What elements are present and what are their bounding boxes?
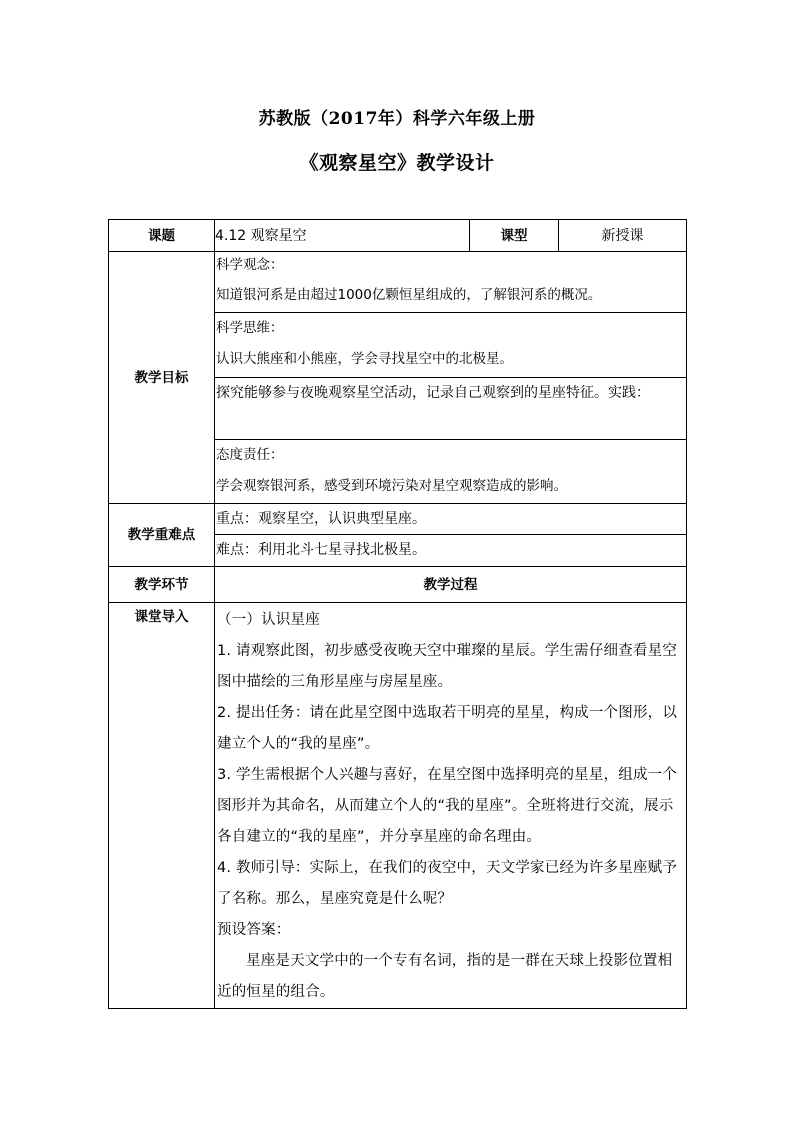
objective-heading: 科学思维： — [216, 320, 284, 336]
topic-row — [109, 220, 687, 252]
objective-text: 学会观察银河系，感受到环境污染对星空观察造成的影响。 — [216, 478, 567, 494]
objective-block — [215, 313, 686, 378]
section-title: （一）认识星座 — [217, 612, 320, 628]
objective-text: 知道银河系是由超过1000亿颗恒星组成的，了解银河系的概况。 — [216, 287, 602, 303]
intro-content — [215, 603, 687, 1009]
process-header-row — [109, 567, 687, 603]
answer-text: 星座是天文学中的一个专有名词，指的是一群在天球上投影位置相近的恒星的组合。 — [217, 953, 673, 1000]
process-header: 教学过程 — [215, 567, 687, 603]
document-title: 苏教版（2017年）科学六年级上册 — [258, 109, 536, 129]
key-points-label: 教学重难点 — [109, 504, 215, 567]
objective-text: 认识大熊座和小熊座，学会寻找星空中的北极星。 — [216, 351, 513, 367]
objectives-row — [109, 252, 687, 504]
answer-label: 预设答案： — [217, 922, 291, 938]
topic-value: 4.12 观察星空 — [215, 220, 470, 252]
objective-block — [215, 378, 686, 440]
lesson-plan-table — [108, 219, 687, 1009]
document-subtitle: 《观察星空》教学设计 — [299, 152, 495, 174]
lesson-type-label: 课型 — [470, 220, 559, 252]
objective-block — [215, 440, 686, 503]
intro-label: 课堂导入 — [109, 603, 215, 1009]
process-step: 4. 教师引导：实际上，在我们的夜空中，天文学家已经为许多星座赋予了名称。那么，星座究竟是什么呢？ — [217, 860, 678, 907]
process-step: 3. 学生需根据个人兴趣与喜好，在星空图中选择明亮的星星，组成一个图形并为其命名，从而建立个人的“我的星座”。全班将进行交流，展示各自建立的“我的星座”，并分享星座的命名理由。 — [217, 767, 678, 845]
objective-heading: 态度责任： — [216, 447, 284, 463]
focus-text: 重点：观察星空，认识典型星座。 — [215, 504, 686, 535]
stage-header: 教学环节 — [109, 567, 215, 603]
objectives-content — [215, 252, 687, 504]
topic-label: 课题 — [109, 220, 215, 252]
objective-block — [215, 252, 686, 313]
lesson-type-value: 新授课 — [559, 220, 687, 252]
key-points-content — [215, 504, 687, 567]
objectives-label: 教学目标 — [109, 252, 215, 504]
difficulty-text: 难点：利用北斗七星寻找北极星。 — [216, 542, 426, 558]
objective-heading: 科学观念： — [216, 257, 284, 273]
process-step: 2. 提出任务：请在此星空图中选取若干明亮的星星，构成一个图形，以建立个人的“我的星座”。 — [217, 705, 678, 752]
intro-row — [109, 603, 687, 1009]
objective-text: 探究能够参与夜晚观察星空活动，记录自己观察到的星座特征。实践： — [216, 385, 650, 401]
key-points-row — [109, 504, 687, 567]
process-step: 1. 请观察此图，初步感受夜晚天空中璀璨的星辰。学生需仔细查看星空图中描绘的三角形星座与房屋星座。 — [217, 643, 678, 690]
